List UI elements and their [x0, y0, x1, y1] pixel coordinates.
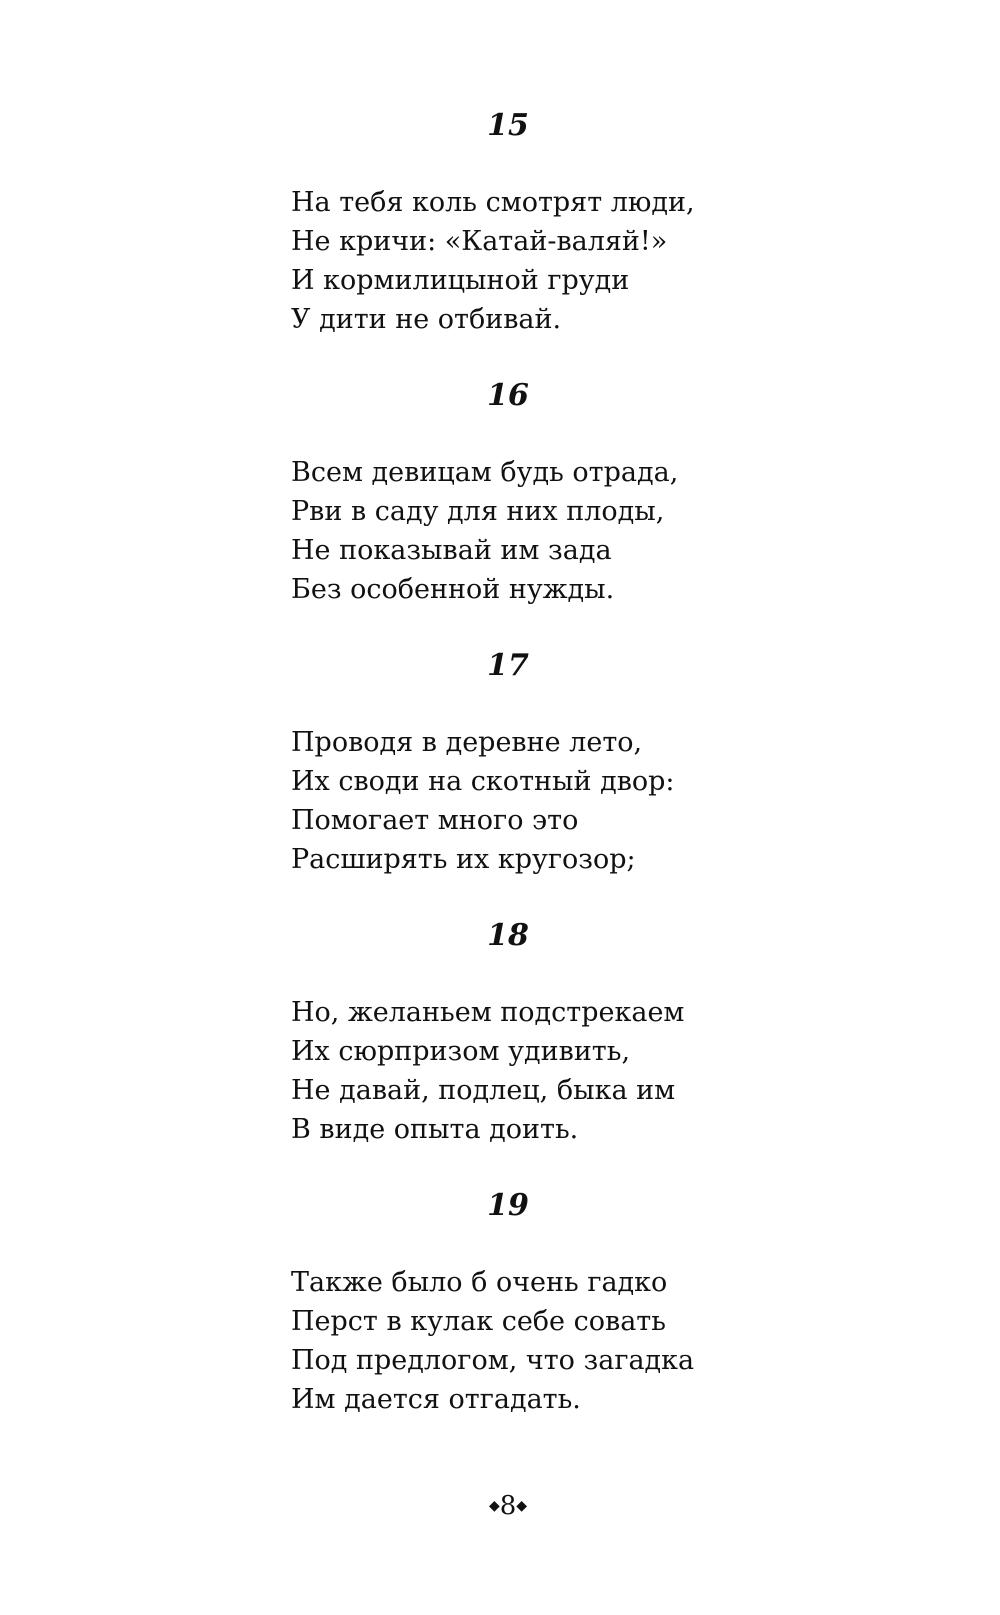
verse-line: Всем девицам будь отрада, [291, 457, 679, 488]
verse-line: Перст в кулак себе совать [291, 1306, 666, 1337]
stanza-number: 16 [487, 378, 529, 413]
stanza-lines [291, 1263, 751, 1419]
verse-line: Но, желаньем подстрекаем [291, 997, 685, 1028]
verse-line: Не давай, подлец, быка им [291, 1075, 676, 1106]
verse-line: На тебя коль смотрят люди, [291, 187, 695, 218]
verse-line: Без особенной нужды. [291, 574, 615, 605]
left-diamond-ornament-icon: ◆ [488, 1498, 500, 1514]
stanza-lines [291, 723, 751, 879]
stanza-lines [291, 453, 751, 609]
right-diamond-ornament-icon: ◆ [516, 1498, 528, 1514]
verse-line: Помогает много это [291, 805, 579, 836]
stanza-number: 17 [487, 648, 529, 683]
verse-line: Не показывай им зада [291, 535, 612, 566]
stanza-lines [291, 993, 751, 1149]
verse-line: Рви в саду для них плоды, [291, 496, 665, 527]
page-number: 8 [499, 1491, 517, 1521]
stanza-lines [291, 183, 751, 339]
verse-line: Им дается отгадать. [291, 1384, 581, 1415]
verse-line: У дити не отбивай. [291, 304, 562, 335]
verse-line: Проводя в деревне лето, [291, 727, 643, 758]
verse-line: Не кричи: «Катай-валяй!» [291, 226, 668, 257]
page-number-footer [8, 1490, 1000, 1522]
verse-line: И кормилицыной груди [291, 265, 630, 296]
verse-line: Также было б очень гадко [291, 1267, 668, 1298]
verse-line: В виде опыта доить. [291, 1114, 579, 1145]
verse-line: Расширять их кругозор; [291, 844, 636, 875]
stanza-number: 15 [487, 108, 529, 143]
stanza-number: 18 [487, 918, 529, 953]
verse-line: Их сюрпризом удивить, [291, 1036, 631, 1067]
verse-line: Под предлогом, что загадка [291, 1345, 695, 1376]
stanza-number: 19 [487, 1188, 529, 1223]
verse-line: Их своди на скотный двор: [291, 766, 675, 797]
